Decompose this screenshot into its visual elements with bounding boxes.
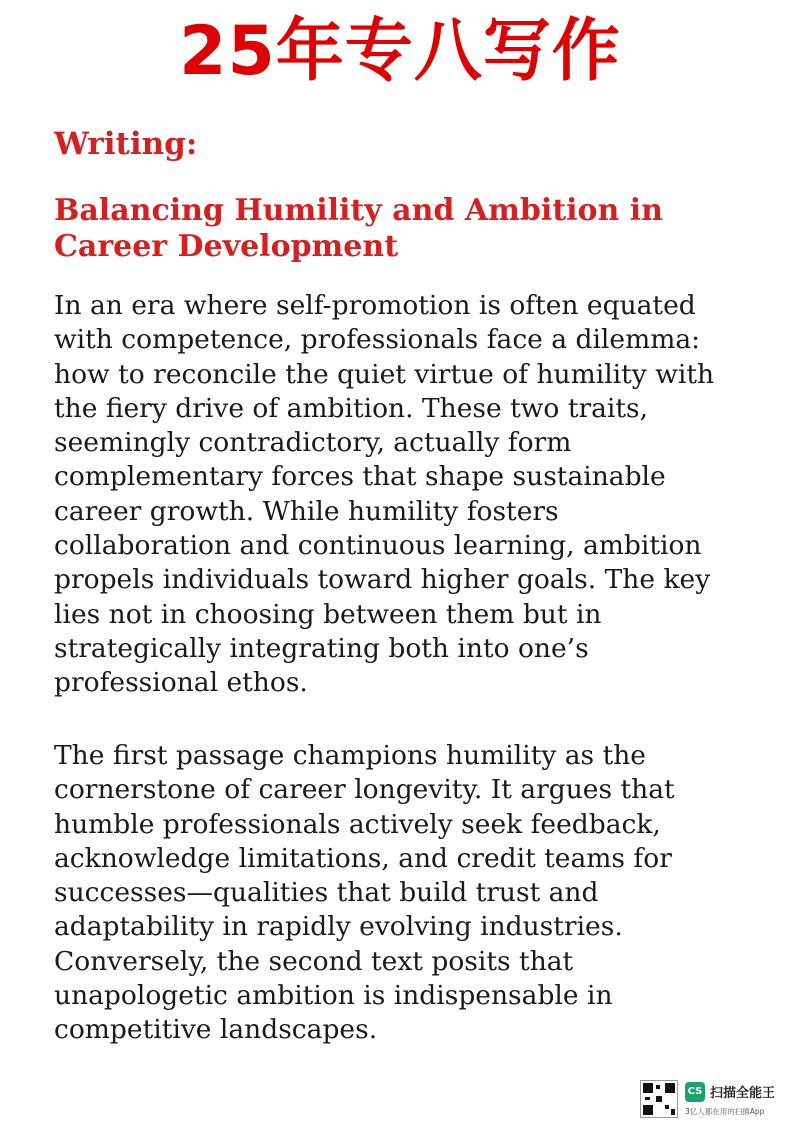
app-tagline: 3亿人都在用的扫描App [685, 1107, 765, 1116]
qr-code-icon [640, 1080, 678, 1118]
paragraph-line: professional ethos. [54, 667, 308, 699]
title-banner [0, 6, 800, 106]
paragraph-line: lies not in choosing between them but in [54, 598, 602, 630]
app-name: 扫描全能王 [710, 1086, 776, 1101]
page-title: 25年专八写作 [179, 12, 621, 91]
paragraph-line: collaboration and continuous learning, ambition [54, 530, 702, 562]
paragraph-line: successes—qualities that build trust and [54, 877, 599, 909]
paragraph-line: unapologetic ambition is indispensable in [54, 980, 613, 1012]
paragraph-2 [54, 739, 754, 1048]
paragraph-line: The first passage champions humility as the [54, 740, 646, 771]
essay-heading [54, 193, 754, 265]
paragraph-line: adaptability in rapidly evolving industries. [54, 911, 623, 943]
paragraph-line: competitive landscapes. [54, 1014, 378, 1046]
paragraph-line: acknowledge limitations, and credit teams for [54, 842, 672, 874]
paragraph-line: propels individuals toward higher goals. The key [54, 564, 711, 596]
paragraph-line: strategically integrating both into one’s [54, 632, 589, 664]
heading-line: Balancing Humility and Ambition in [54, 193, 663, 228]
paragraph-line: with competence, professionals face a dilemma: [54, 324, 701, 356]
heading-line: Career Development [54, 229, 399, 264]
camscanner-logo-icon: CS [685, 1082, 705, 1102]
paragraph-line: career growth. While humility fosters [54, 495, 559, 527]
paragraph-line: cornerstone of career longevity. It argues that [54, 774, 675, 806]
paragraph-line: the fiery drive of ambition. These two traits, [54, 392, 649, 424]
paragraph-line: In an era where self-promotion is often equated [54, 290, 696, 321]
scanner-watermark [640, 1080, 790, 1120]
paragraph-line: humble professionals actively seek feedback, [54, 808, 661, 840]
section-label: Writing: [54, 126, 198, 162]
paragraph-line: Conversely, the second text posits that [54, 945, 574, 977]
paragraph-1 [54, 289, 754, 701]
paragraph-line: how to reconcile the quiet virtue of humility with [54, 358, 715, 390]
paragraph-line: seemingly contradictory, actually form [54, 427, 572, 459]
paragraph-line: complementary forces that shape sustainable [54, 461, 666, 493]
